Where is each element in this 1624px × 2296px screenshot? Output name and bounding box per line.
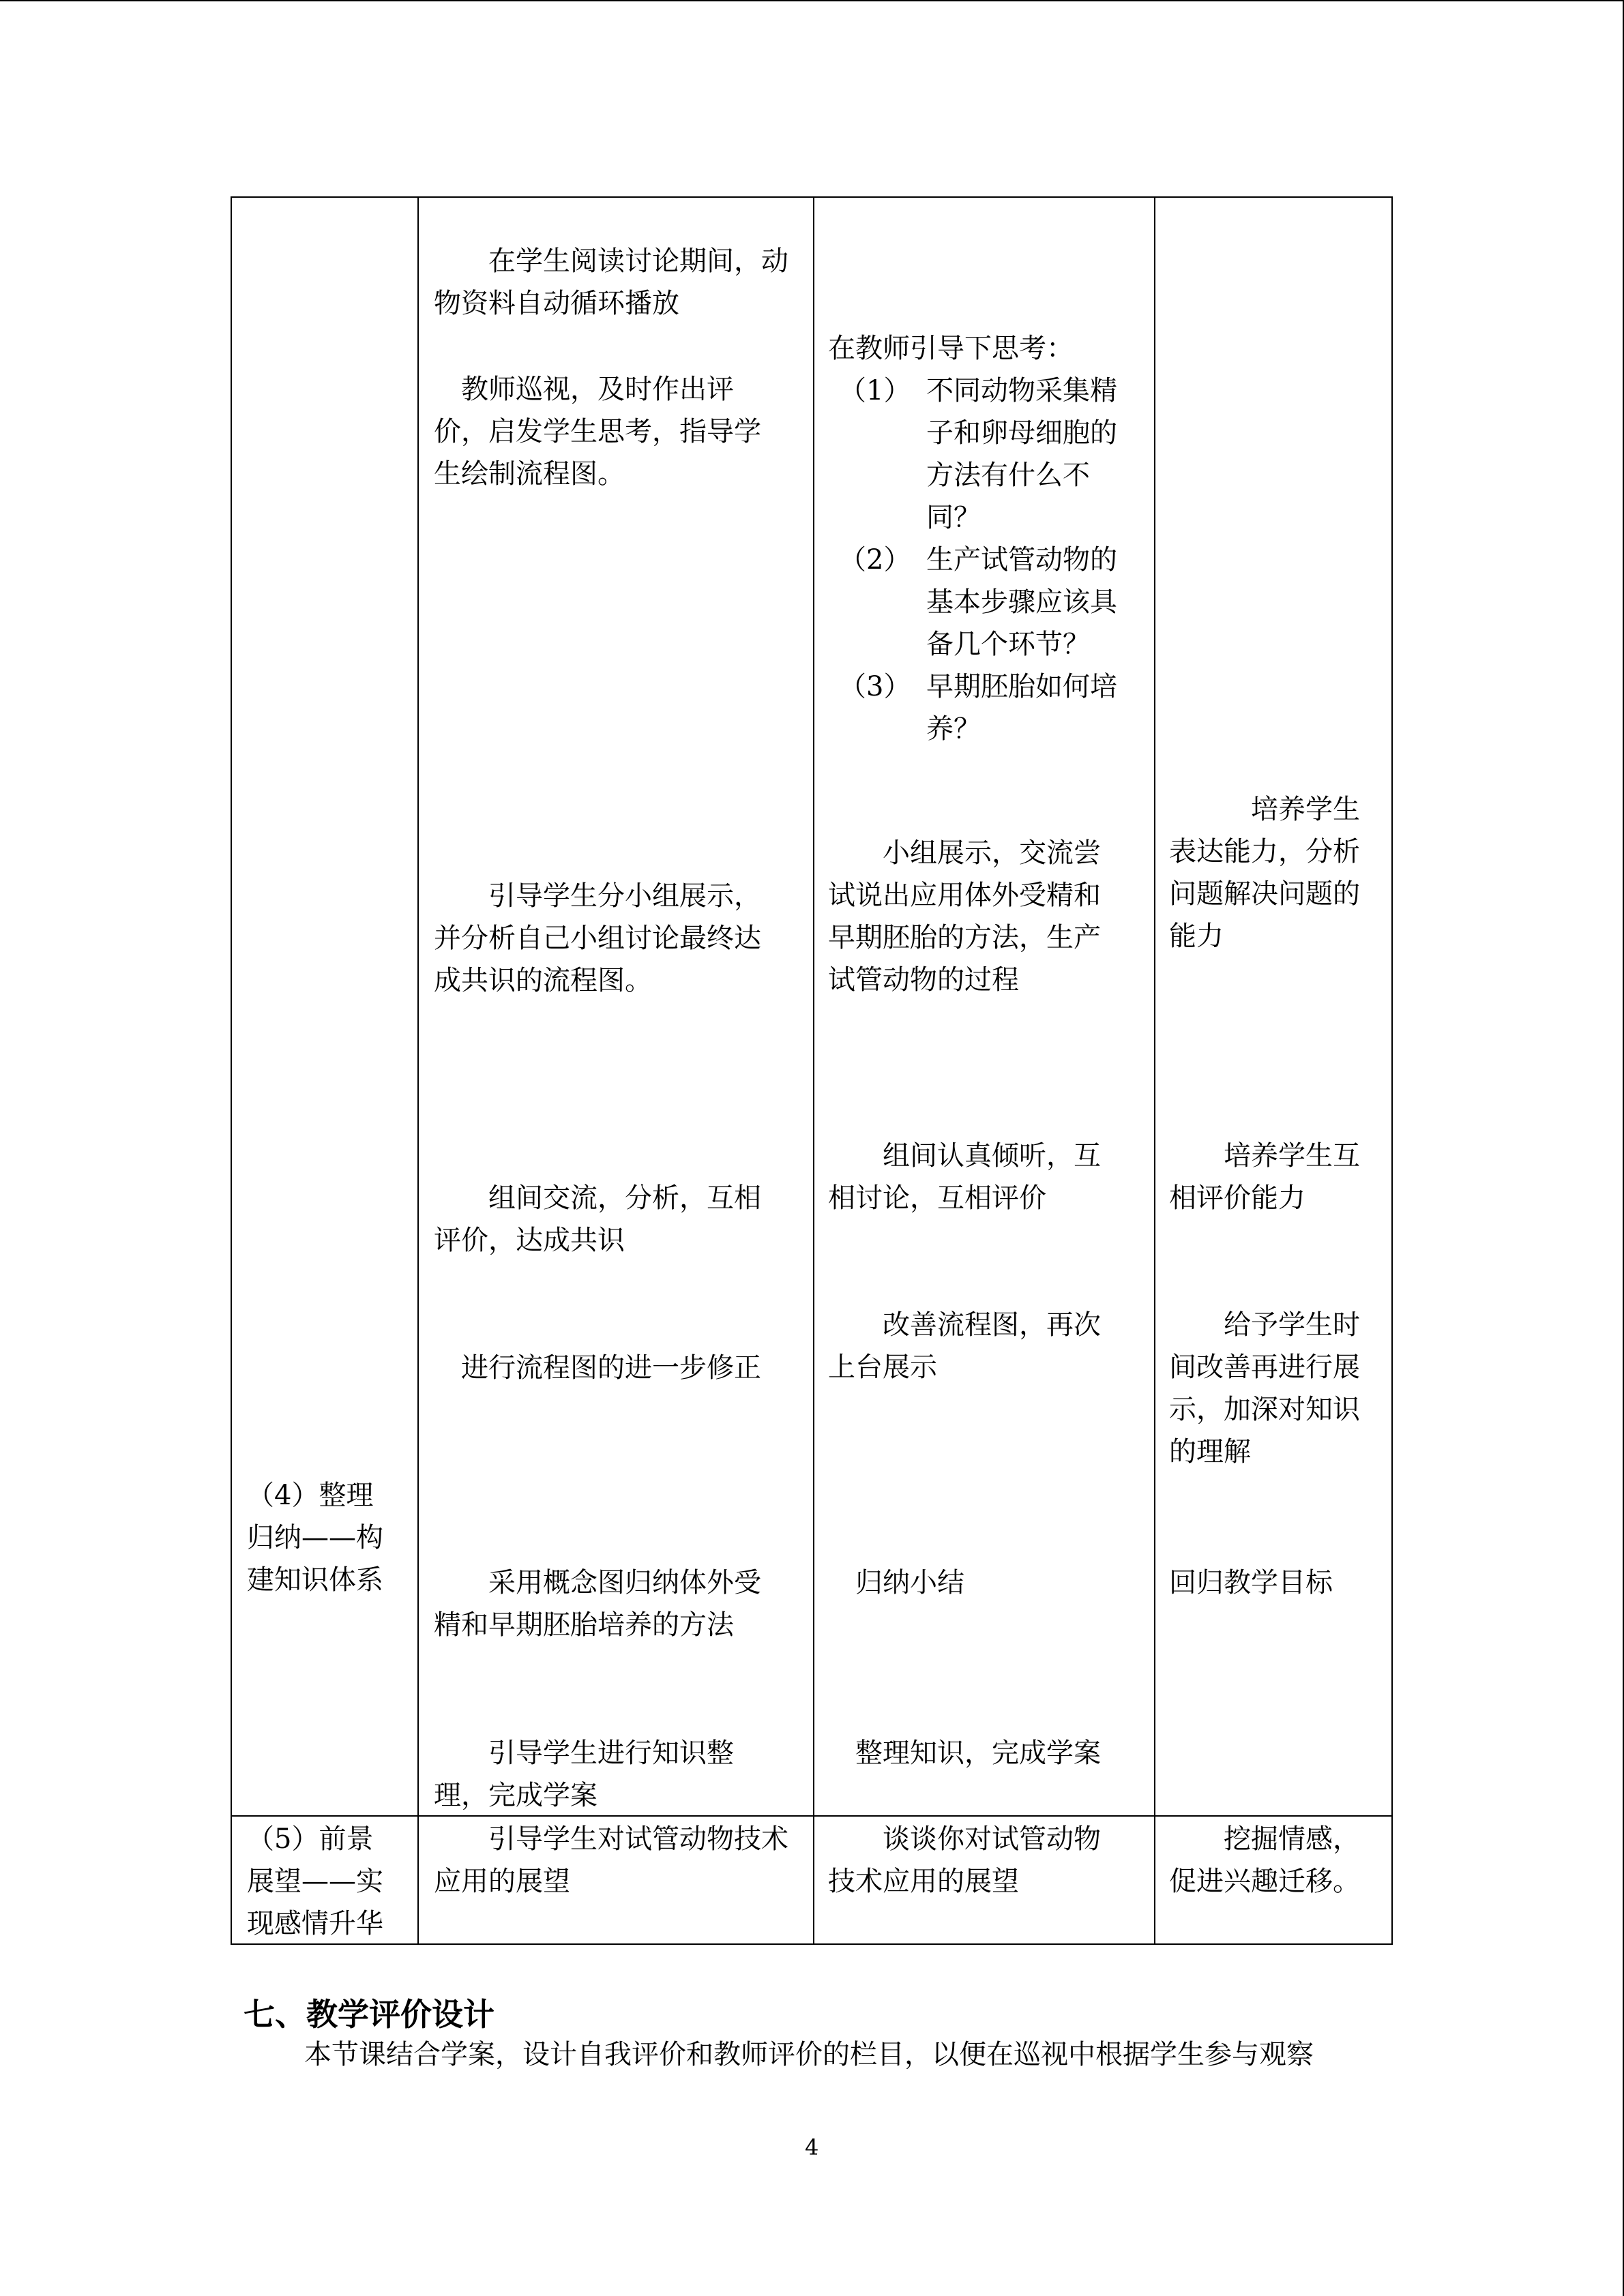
student-activity: 整理知识，完成学案 [828, 1738, 1101, 1769]
teacher-activity: 引导学生分小组展示， 并分析自己小组讨论最终达 成共识的流程图。 [434, 880, 761, 996]
teacher-activity: 采用概念图归纳体外受 精和早期胚胎培养的方法 [434, 1567, 761, 1641]
column-divider [813, 198, 814, 1943]
stage-5-label: （5）前景 展望——实 现感情升华 [247, 1823, 383, 1939]
section-heading: 七、教学评价设计 [243, 1996, 494, 2033]
student-activity: 组间认真倾听，互 相讨论，互相评价 [828, 1140, 1101, 1214]
teacher-activity: 在学生阅读讨论期间，动 物资料自动循环播放 [434, 245, 788, 319]
lesson-plan-table [231, 196, 1393, 1945]
student-activity: 改善流程图，再次 上台展示 [828, 1309, 1101, 1383]
design-intent: 培养学生互 相评价能力 [1169, 1140, 1360, 1214]
design-intent: 回归教学目标 [1169, 1567, 1333, 1598]
question-number: （1） [839, 375, 911, 406]
stage-4-label: （4）整理 归纳——构 建知识体系 [247, 1480, 383, 1596]
teacher-activity: 引导学生对试管动物技术 应用的展望 [434, 1823, 788, 1897]
student-activity-intro: 在教师引导下思考： [828, 333, 1074, 364]
question-text: 不同动物采集精 子和卵母细胞的 方法有什么不 同？ [926, 375, 1117, 533]
design-intent: 挖掘情感， 促进兴趣迁移。 [1169, 1823, 1360, 1897]
student-activity: 归纳小结 [828, 1567, 964, 1598]
column-divider [417, 198, 419, 1943]
question-text: 早期胚胎如何培 养？ [926, 671, 1117, 745]
teacher-activity: 进行流程图的进一步修正 [434, 1352, 761, 1384]
student-activity: 小组展示，交流尝 试说出应用体外受精和 早期胚胎的方法，生产 试管动物的过程 [828, 837, 1101, 996]
row-divider [232, 1815, 1391, 1817]
design-intent: 培养学生 表达能力，分析 问题解决问题的 能力 [1169, 794, 1360, 952]
design-intent: 给予学生时 间改善再进行展 示，加深对知识 的理解 [1169, 1309, 1360, 1467]
section-paragraph: 本节课结合学案，设计自我评价和教师评价的栏目，以便在巡视中根据学生参与观察 [304, 2039, 1314, 2070]
question-number: （3） [839, 671, 911, 702]
question-number: （2） [839, 544, 911, 576]
page-top-border [0, 0, 1624, 1]
teacher-activity: 组间交流，分析，互相 评价，达成共识 [434, 1182, 761, 1256]
column-divider [1154, 198, 1155, 1943]
student-activity: 谈谈你对试管动物 技术应用的展望 [828, 1823, 1101, 1897]
page-number: 4 [805, 2134, 819, 2160]
teacher-activity: 教师巡视，及时作出评 价，启发学生思考，指导学 生绘制流程图。 [434, 374, 761, 490]
question-text: 生产试管动物的 基本步骤应该具 备几个环节？ [926, 544, 1117, 660]
teacher-activity: 引导学生进行知识整 理，完成学案 [434, 1738, 734, 1811]
